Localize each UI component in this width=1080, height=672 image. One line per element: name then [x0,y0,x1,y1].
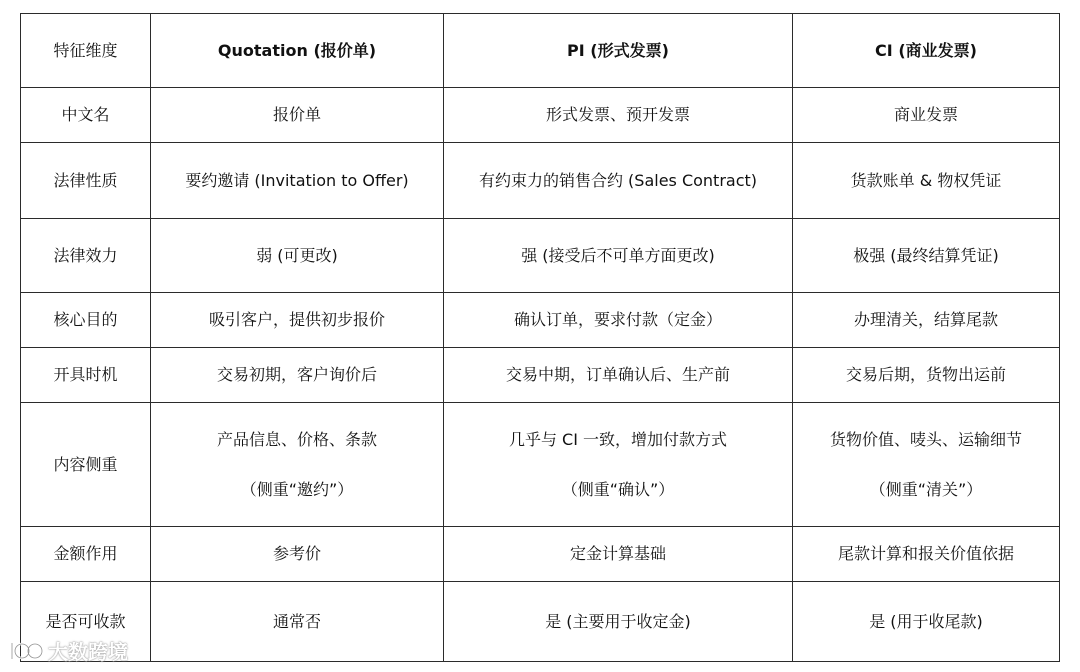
row-label: 开具时机 [21,348,151,403]
table-row [21,527,1060,582]
header-cell-dimension: 特征维度 [21,14,151,88]
cell-main-text: 几乎与 CI 一致，增加付款方式 [508,429,728,449]
header-cell-ci: CI (商业发票) [793,14,1060,88]
header-cell-quotation: Quotation (报价单) [151,14,444,88]
cell-quotation: 要约邀请 (Invitation to Offer) [151,143,444,219]
cell-note-text: （侧重“邀约”） [240,479,354,499]
watermark-text: 大数跨境 [48,640,128,664]
cell-quotation: 报价单 [151,88,444,143]
cell-quotation: 弱 (可更改) [151,219,444,293]
comparison-table [20,13,1060,662]
table-row [21,348,1060,403]
cell-pi: 强 (接受后不可单方面更改) [444,219,793,293]
cell-quotation: 通常否 [151,582,444,662]
cell-note-text: （侧重“清关”） [869,479,983,499]
brand-logo-icon [8,638,44,664]
header-cell-pi: PI (形式发票) [444,14,793,88]
cell-pi [444,403,793,527]
cell-ci: 极强 (最终结算凭证) [793,219,1060,293]
cell-ci: 是 (用于收尾款) [793,582,1060,662]
table-row [21,403,1060,527]
cell-ci: 货款账单 & 物权凭证 [793,143,1060,219]
row-label: 核心目的 [21,293,151,348]
cell-quotation: 参考价 [151,527,444,582]
row-label: 法律效力 [21,219,151,293]
cell-pi: 交易中期，订单确认后、生产前 [444,348,793,403]
cell-ci: 尾款计算和报关价值依据 [793,527,1060,582]
cell-note-text: （侧重“确认”） [561,479,675,499]
cell-ci [793,403,1060,527]
cell-ci: 交易后期，货物出运前 [793,348,1060,403]
cell-pi: 确认订单，要求付款（定金） [444,293,793,348]
cell-quotation: 交易初期，客户询价后 [151,348,444,403]
cell-ci: 商业发票 [793,88,1060,143]
watermark [8,636,128,665]
cell-main-text: 货物价值、唛头、运输细节 [829,429,1022,449]
row-label: 法律性质 [21,143,151,219]
cell-quotation: 吸引客户，提供初步报价 [151,293,444,348]
table-row [21,582,1060,662]
table-row [21,143,1060,219]
cell-pi: 有约束力的销售合约 (Sales Contract) [444,143,793,219]
row-label: 内容侧重 [21,403,151,527]
table-header-row [21,14,1060,88]
cell-quotation [151,403,444,527]
row-label: 是否可收款 [21,582,151,662]
cell-pi: 定金计算基础 [444,527,793,582]
cell-main-text: 产品信息、价格、条款 [216,429,377,449]
table-row [21,293,1060,348]
table-row [21,88,1060,143]
row-label: 中文名 [21,88,151,143]
cell-pi: 是 (主要用于收定金) [444,582,793,662]
cell-ci: 办理清关，结算尾款 [793,293,1060,348]
row-label: 金额作用 [21,527,151,582]
table-row [21,219,1060,293]
cell-pi: 形式发票、预开发票 [444,88,793,143]
